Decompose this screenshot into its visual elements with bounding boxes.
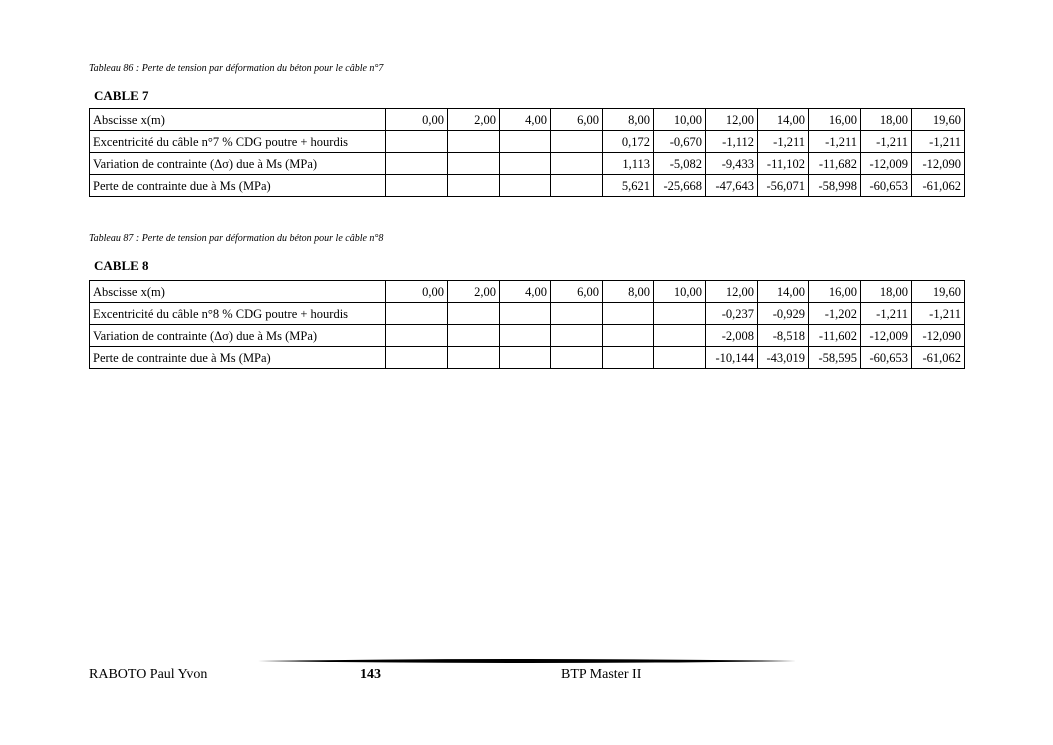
- table-cell: 19,60: [912, 281, 965, 303]
- table-cell: -1,211: [758, 131, 809, 153]
- table-cell: 4,00: [500, 281, 551, 303]
- table-cell: -5,082: [654, 153, 706, 175]
- row-label: Abscisse x(m): [90, 281, 386, 303]
- table-row: [90, 109, 965, 131]
- table-cell: [448, 153, 500, 175]
- table-cell: 0,00: [386, 109, 448, 131]
- table-cell: [500, 347, 551, 369]
- table-cell: 2,00: [448, 109, 500, 131]
- table-cell: -1,211: [912, 303, 965, 325]
- table-cell: -0,237: [706, 303, 758, 325]
- table-cell: [386, 303, 448, 325]
- table-cell: [386, 347, 448, 369]
- table-cell: 14,00: [758, 281, 809, 303]
- row-label: Perte de contrainte due à Ms (MPa): [90, 175, 386, 197]
- table-row: [90, 325, 965, 347]
- table-cell: 6,00: [551, 281, 603, 303]
- table-cell: 10,00: [654, 109, 706, 131]
- table-cell: 19,60: [912, 109, 965, 131]
- table-cell: [500, 131, 551, 153]
- table-cell: -25,668: [654, 175, 706, 197]
- table-cell: 14,00: [758, 109, 809, 131]
- cable-8-table: [89, 280, 965, 369]
- table-cell: 0,00: [386, 281, 448, 303]
- row-label: Excentricité du câble n°8 % CDG poutre + hourdis: [90, 303, 386, 325]
- table-cell: [500, 153, 551, 175]
- table-cell: 12,00: [706, 281, 758, 303]
- table-cell: [654, 347, 706, 369]
- table-row: [90, 281, 965, 303]
- table-cell: [603, 303, 654, 325]
- table-cell: [500, 325, 551, 347]
- table-cell: [551, 325, 603, 347]
- table-cell: [551, 347, 603, 369]
- table-cell: 5,621: [603, 175, 654, 197]
- table-cell: -11,682: [809, 153, 861, 175]
- table-cell: [448, 131, 500, 153]
- table-cell: [386, 153, 448, 175]
- table-cell: -47,643: [706, 175, 758, 197]
- table-cell: [603, 347, 654, 369]
- table-cell: [448, 347, 500, 369]
- table-cell: -2,008: [706, 325, 758, 347]
- table-cell: [386, 325, 448, 347]
- table-cell: [386, 131, 448, 153]
- table-cell: -12,090: [912, 325, 965, 347]
- table-row: [90, 131, 965, 153]
- table-cell: -0,670: [654, 131, 706, 153]
- table-row: [90, 303, 965, 325]
- table-caption-87: Tableau 87 : Perte de tension par déformation du béton pour le câble n°8: [89, 233, 384, 244]
- table-cell: -60,653: [861, 175, 912, 197]
- table-cell: -56,071: [758, 175, 809, 197]
- table-cell: -43,019: [758, 347, 809, 369]
- table-row: [90, 347, 965, 369]
- row-label: Excentricité du câble n°7 % CDG poutre + hourdis: [90, 131, 386, 153]
- table-cell: [654, 303, 706, 325]
- table-cell: -12,009: [861, 325, 912, 347]
- table-cell: 0,172: [603, 131, 654, 153]
- table-cell: -11,602: [809, 325, 861, 347]
- table-cell: 18,00: [861, 109, 912, 131]
- footer-program: BTP Master II: [561, 667, 642, 682]
- table-cell: -11,102: [758, 153, 809, 175]
- table-cell: 12,00: [706, 109, 758, 131]
- table-cell: [448, 303, 500, 325]
- table-cell: 8,00: [603, 281, 654, 303]
- table-cell: [386, 175, 448, 197]
- table-cell: [448, 325, 500, 347]
- table-cell: 18,00: [861, 281, 912, 303]
- table-cell: 16,00: [809, 281, 861, 303]
- table-cell: 6,00: [551, 109, 603, 131]
- footer-divider: [258, 657, 796, 665]
- table-cell: [551, 303, 603, 325]
- table-cell: -1,211: [861, 303, 912, 325]
- table-cell: [654, 325, 706, 347]
- table-cell: 2,00: [448, 281, 500, 303]
- row-label: Perte de contrainte due à Ms (MPa): [90, 347, 386, 369]
- table-cell: 16,00: [809, 109, 861, 131]
- table-cell: -10,144: [706, 347, 758, 369]
- table-cell: -8,518: [758, 325, 809, 347]
- cable-7-table: [89, 108, 965, 197]
- table-cell: -12,009: [861, 153, 912, 175]
- footer-author: RABOTO Paul Yvon: [89, 667, 208, 682]
- table-cell: 4,00: [500, 109, 551, 131]
- table-caption-86: Tableau 86 : Perte de tension par déformation du béton pour le câble n°7: [89, 63, 384, 74]
- table-cell: 10,00: [654, 281, 706, 303]
- cable-8-title: CABLE 8: [94, 258, 149, 273]
- table-cell: -1,211: [809, 131, 861, 153]
- table-row: [90, 175, 965, 197]
- table-cell: [551, 175, 603, 197]
- cable-7-title: CABLE 7: [94, 88, 149, 103]
- table-cell: -0,929: [758, 303, 809, 325]
- row-label: Abscisse x(m): [90, 109, 386, 131]
- table-cell: 1,113: [603, 153, 654, 175]
- table-cell: [551, 131, 603, 153]
- table-cell: [448, 175, 500, 197]
- table-cell: -58,595: [809, 347, 861, 369]
- table-cell: -9,433: [706, 153, 758, 175]
- table-cell: [551, 153, 603, 175]
- table-cell: [500, 175, 551, 197]
- table-cell: -1,202: [809, 303, 861, 325]
- table-cell: -61,062: [912, 175, 965, 197]
- table-cell: 8,00: [603, 109, 654, 131]
- table-cell: -1,211: [861, 131, 912, 153]
- row-label: Variation de contrainte (Δσ) due à Ms (MPa): [90, 153, 386, 175]
- page-number: 143: [360, 667, 381, 682]
- table-cell: -1,112: [706, 131, 758, 153]
- table-cell: -60,653: [861, 347, 912, 369]
- table-cell: -12,090: [912, 153, 965, 175]
- table-row: [90, 153, 965, 175]
- table-cell: [500, 303, 551, 325]
- table-cell: -58,998: [809, 175, 861, 197]
- row-label: Variation de contrainte (Δσ) due à Ms (MPa): [90, 325, 386, 347]
- table-cell: -61,062: [912, 347, 965, 369]
- table-cell: [603, 325, 654, 347]
- table-cell: -1,211: [912, 131, 965, 153]
